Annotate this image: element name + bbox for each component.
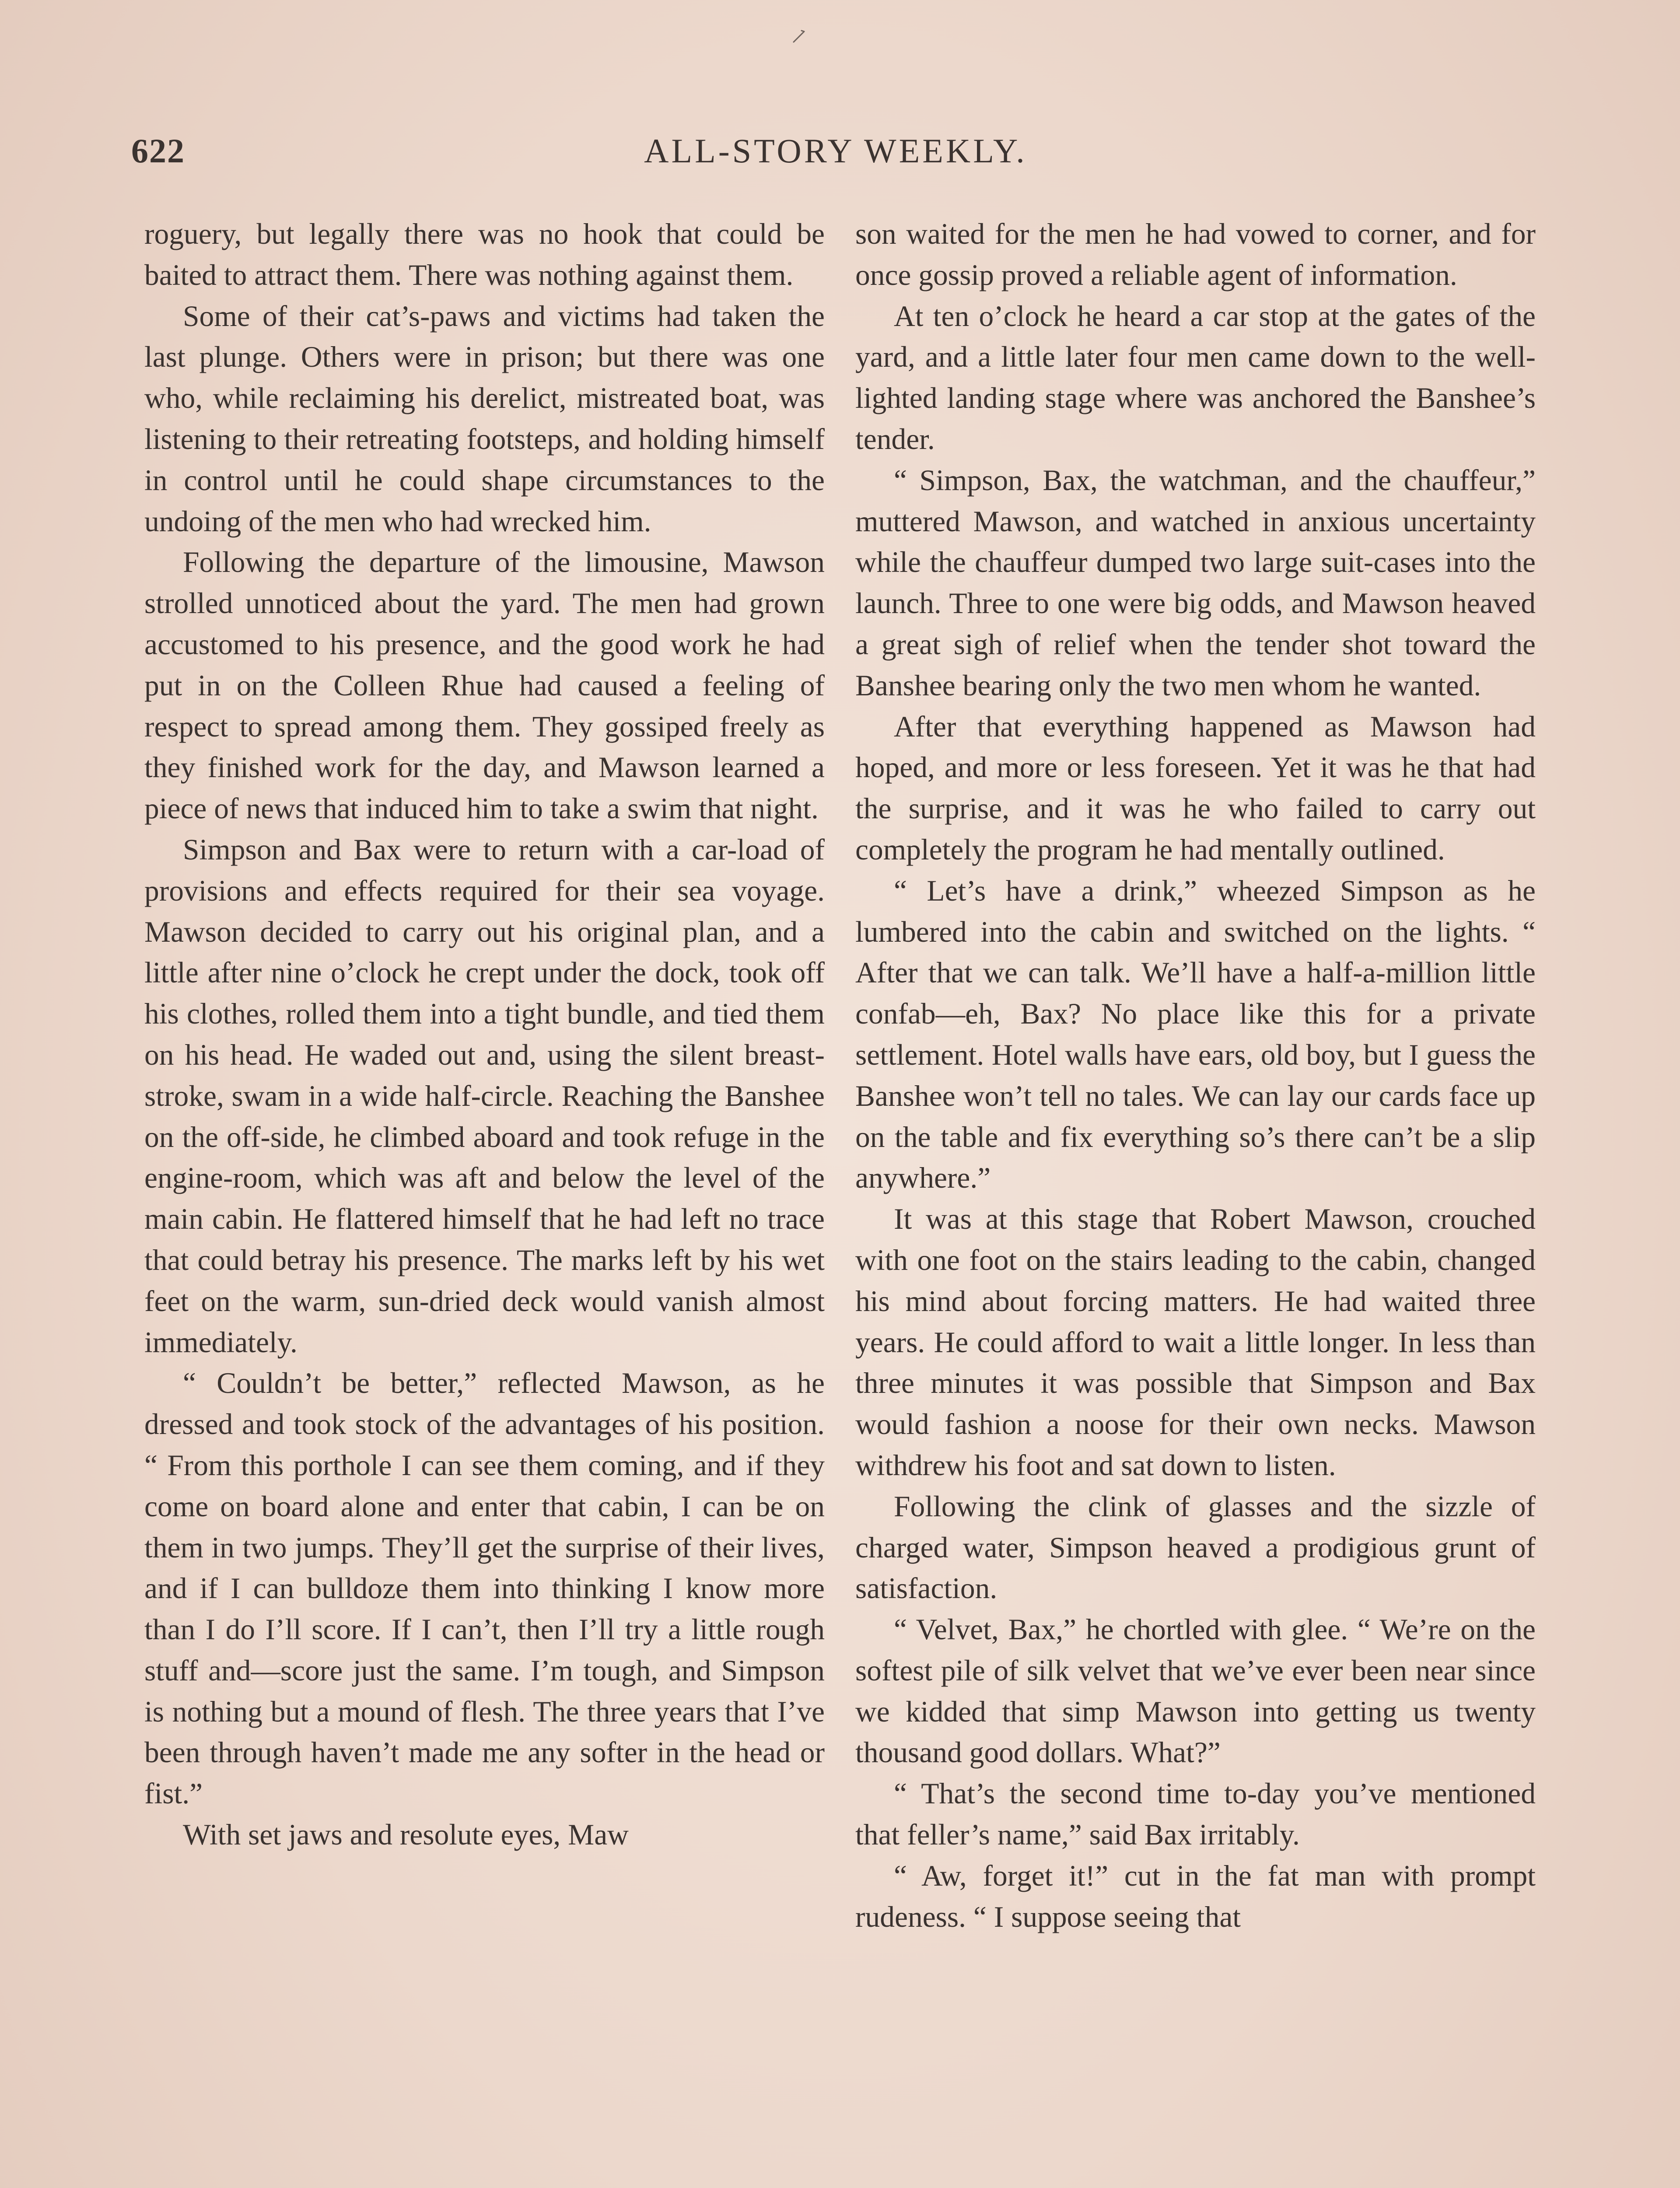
paragraph: After that everything happened as Mawson had hoped, and more or less foreseen. Yet it was he that had the surprise, and it was he who failed to carry out completely the program he had mentally outlined. xyxy=(855,710,1536,866)
paragraph: son waited for the men he had vowed to corner, and for once gossip proved a reliable agent of information. xyxy=(855,217,1536,291)
paragraph: At ten o’clock he heard a car stop at the gates of the yard, and a little later four men came down to the well-lighted landing stage where was anchored the Banshee’s tender. xyxy=(855,299,1536,456)
paragraph: “ Aw, forget it!” cut in the fat man with prompt rudeness. “ I suppose seeing that xyxy=(855,1859,1536,1933)
pencil-mark xyxy=(791,27,808,45)
paragraph: It was at this stage that Robert Mawson, crouched with one foot on the stairs leading to the cabin, changed his mind about forcing matters. He had waited three years. He could afford to wait a little longer. In less than three minutes it was possible that Simpson and Bax would fashion a noose for their own necks. Mawson withdrew his foot and sat down to listen. xyxy=(855,1203,1536,1482)
right-column xyxy=(855,214,1536,1937)
paragraph: Simpson and Bax were to return with a car-load of provisions and effects required for their sea voyage. Mawson decided to carry out his original plan, and a little after nine o’clock he crept under the dock, took off his clothes, rolled them into a tight bundle, and tied them on his head. He waded out and, using the silent breaststroke, swam in a wide half-circle. Reaching the Banshee on the off-side, he climbed aboard and took refuge in the engine-room, which was aft and below the level of the main cabin. He flattered himself that he had left no trace that could betray his presence. The marks left by his wet feet on the warm, sun-dried deck would vanish almost immediately. xyxy=(144,833,825,1359)
paragraph: Some of their cat’s-paws and victims had taken the last plunge. Others were in prison; but there was one who, while reclaiming his derelict, mistreated boat, was listening to their retreating footsteps, and holding himself in control until he could shape circumstances to the undoing of the men who had wrecked him. xyxy=(144,299,825,538)
paragraph: “ Velvet, Bax,” he chortled with glee. “ We’re on the softest pile of silk velvet that we’ve ever been near since we kidded that simp Mawson into getting us twenty thousand good dollars. What?” xyxy=(855,1613,1536,1769)
page-number: 622 xyxy=(131,132,185,170)
paragraph: Following the departure of the limousine, Mawson strolled unnoticed about the yard. The men had grown accustomed to his presence, and the good work he had put in on the Colleen Rhue had caused a feeling of respect to spread among them. They gossiped freely as they finished work for the day, and Mawson learned a piece of news that induced him to take a swim that night. xyxy=(144,546,825,825)
paragraph: roguery, but legally there was no hook that could be baited to attract them. There was nothing against them. xyxy=(144,217,825,291)
paragraph: “ Simpson, Bax, the watchman, and the chauffeur,” muttered Mawson, and watched in anxious uncertainty while the chauffeur dumped two large suit-cases into the launch. Three to one were big odds, and Mawson heaved a great sigh of relief when the tender shot toward the Banshee bearing only the two men whom he wanted. xyxy=(855,463,1536,702)
page-header xyxy=(131,131,1540,184)
paragraph: “ Let’s have a drink,” wheezed Simpson as he lumbered into the cabin and switched on the lights. “ After that we can talk. We’ll have a half-a-million little confab—eh, Bax? No place like this for a private settlement. Hotel walls have ears, old boy, but I guess the Banshee won’t tell no tales. We can lay our cards face up on the table and fix everything so’s there can’t be a slip anywhere.” xyxy=(855,874,1536,1195)
paragraph: With set jaws and resolute eyes, Maw xyxy=(183,1818,629,1851)
running-title: ALL-STORY WEEKLY. xyxy=(644,132,1027,170)
paragraph: Following the clink of glasses and the sizzle of charged water, Simpson heaved a prodigious grunt of satisfaction. xyxy=(855,1490,1536,1605)
paragraph: “ Couldn’t be better,” reflected Mawson, as he dressed and took stock of the advantages of his position. “ From this porthole I can see them coming, and if they come on board alone and enter that cabin, I can be on them in two jumps. They’ll get the surprise of their lives, and if I can bulldoze them into thinking I know more than I do I’ll score. If I can’t, then I’ll try a little rough stuff and—score just the same. I’m tough, and Simpson is nothing but a mound of flesh. The three years that I’ve been through haven’t made me any softer in the head or fist.” xyxy=(144,1367,825,1810)
paragraph: “ That’s the second time to-day you’ve mentioned that feller’s name,” said Bax irritably. xyxy=(855,1777,1536,1851)
left-column xyxy=(144,214,825,1855)
